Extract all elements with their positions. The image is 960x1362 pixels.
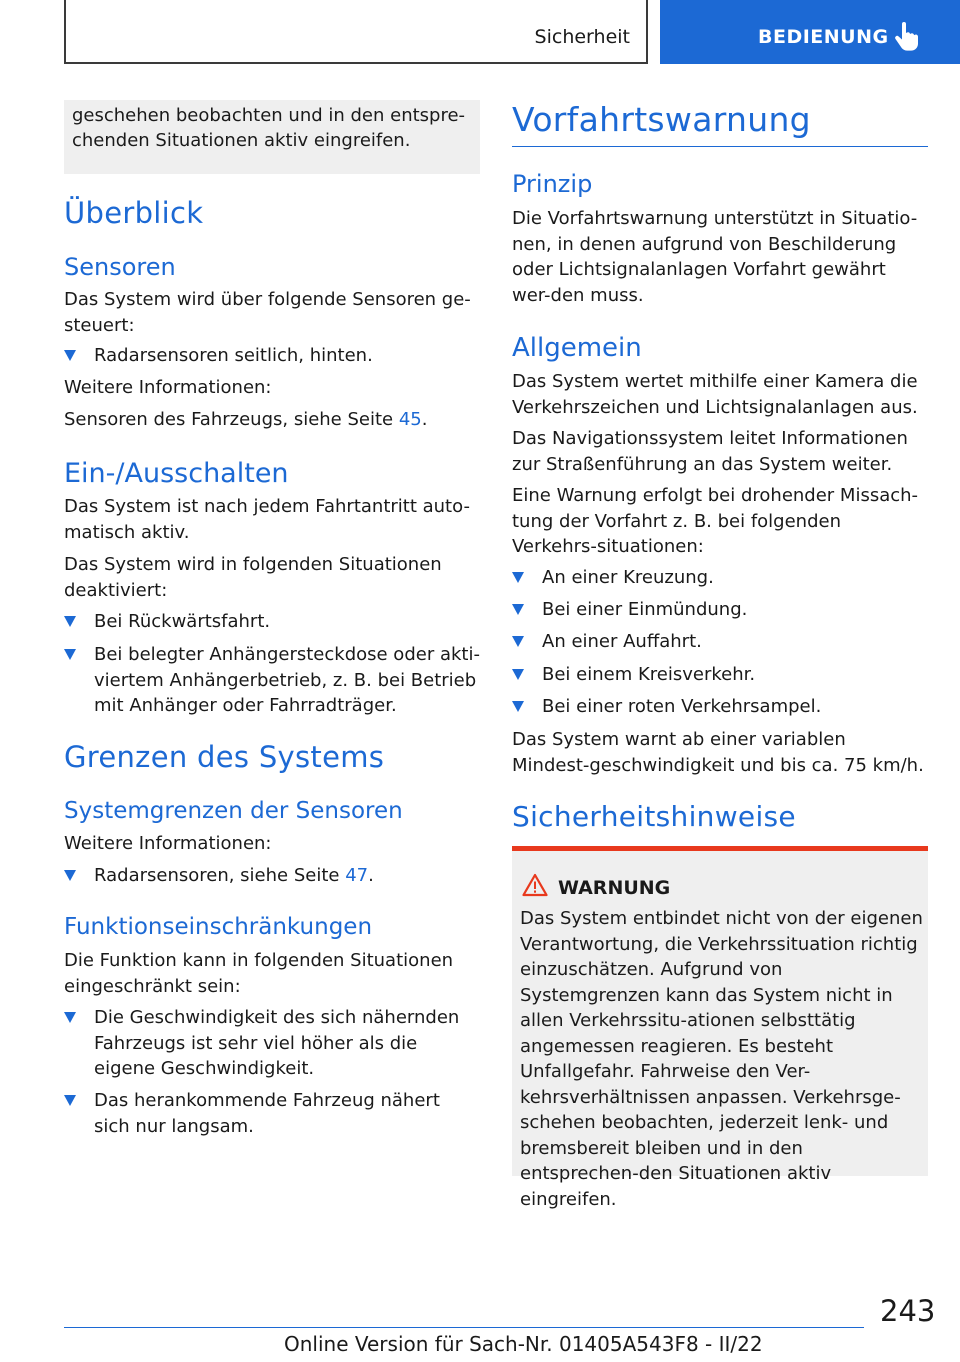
footer-divider [64,1327,864,1328]
bullet-triangle-icon [512,636,524,647]
list-item-text: Bei belegter Anhängersteckdose oder akti-viertem Anhängerbetrieb, z. B. bei Betrieb mit Anhänger oder Fahrradträger. [94,644,480,716]
heading-vorfahrtswarnung: Vorfahrtswarnung [512,100,811,139]
bullet-triangle-icon [512,572,524,583]
heading-grenzen: Grenzen des Systems [64,740,385,774]
warning-box [512,846,928,1210]
reference-end: . [421,409,428,430]
bullet-triangle-icon [512,604,524,615]
bullet-triangle-icon [512,669,524,680]
list-item-end: . [368,865,374,886]
weitere-informationen-text: Weitere Informationen: [64,833,272,854]
list-item-text: Das herankommende Fahrzeug nähert sich nur langsam. [94,1090,440,1137]
list-item [64,343,480,369]
allgemein-text-4: Das System warnt ab einer variablen Mindest-geschwindigkeit und bis ca. 75 km/h. [512,729,924,776]
header-chapter-box[interactable] [660,0,960,64]
heading-systemgrenzen: Systemgrenzen der Sensoren [64,798,403,824]
header-section-title: Sicherheit [534,26,630,48]
bullet-triangle-icon [64,616,76,627]
heading-funktionseinschraenkungen: Funktionseinschränkungen [64,914,373,940]
page-link-47[interactable]: 47 [345,865,369,886]
page-link-45[interactable]: 45 [398,409,422,430]
list-item [64,1005,480,1082]
list-item [64,863,480,889]
sensoren-text: Das System wird über folgende Sensoren ge-steuert: [64,289,471,336]
list-item-text: Bei Rückwärtsfahrt. [94,611,271,632]
allgemein-text-3: Eine Warnung erfolgt bei drohender Missach-tung der Vorfahrt z. B. bei folgenden Verkehrs-situationen: [512,485,919,557]
list-item-text: An einer Kreuzung. [542,567,714,588]
bullet-triangle-icon [64,870,76,881]
page-number: 243 [880,1294,936,1328]
prinzip-text: Die Vorfahrtswarnung unterstützt in Situatio-nen, in denen aufgrund von Beschilderung oder Lichtsignalanlagen Vorfahrt gewährt wer-den muss. [512,208,918,306]
continued-note-box [64,100,480,174]
header-chapter-title[interactable]: BEDIENUNG [758,26,889,48]
list-item-text: Bei einer Einmündung. [542,599,748,620]
continued-note-text: geschehen beobachten und in den entspre-chenden Situationen aktiv eingreifen. [72,105,466,151]
bullet-triangle-icon [64,1012,76,1023]
heading-underline [512,146,928,147]
list-item [512,694,928,720]
list-item [64,1088,480,1139]
list-item-text: Radarsensoren seitlich, hinten. [94,345,373,366]
heading-ueberblick: Überblick [64,196,204,230]
allgemein-text-1: Das System wertet mithilfe einer Kamera die Verkehrszeichen und Lichtsignalanlagen aus. [512,371,918,418]
warning-triangle-icon [522,873,548,897]
warning-title: WARNUNG [558,877,671,899]
warning-text: Das System entbindet nicht von der eigenen Verantwortung, die Verkehrssituation richtig einzuschätzen. Aufgrund von Systemgrenzen kann das System nicht in allen Verkehrssitu-ationen selbsttätig angemessen reagieren. Es besteht Unfallgefahr. Fahrweise den Ver-kehrsverhältnissen anpassen. Verkehrsge-schehen beobachten, jederzeit lenk- und bremsbereit bleiben und in den entsprechen-den Situationen aktiv eingreifen. [520,908,923,1210]
ein-aus-text-2: Das System wird in folgenden Situationen deaktiviert: [64,554,442,601]
footer-text: Online Version für Sach-Nr. 01405A543F8 - II/22 [284,1332,763,1356]
list-item [512,597,928,623]
sensoren-reference [64,407,480,433]
bullet-triangle-icon [512,701,524,712]
hand-pointer-icon [894,22,920,52]
allgemein-text-2: Das Navigationssystem leitet Informationen zur Straßenführung an das System weiter. [512,428,908,475]
list-item [64,609,480,635]
heading-sicherheitshinweise: Sicherheitshinweise [512,800,796,833]
heading-sensoren: Sensoren [64,253,176,281]
list-item-text: Radarsensoren, siehe Seite [94,865,346,886]
funktion-text: Die Funktion kann in folgenden Situationen eingeschränkt sein: [64,950,454,997]
ein-aus-text-1: Das System ist nach jedem Fahrtantritt auto-matisch aktiv. [64,496,470,543]
bullet-triangle-icon [64,350,76,361]
list-item [512,629,928,655]
reference-text: Sensoren des Fahrzeugs, siehe Seite [64,409,399,430]
list-item-text: Bei einer roten Verkehrsampel. [542,696,822,717]
heading-prinzip: Prinzip [512,170,593,198]
list-item-text: Die Geschwindigkeit des sich nähernden Fahrzeugs ist sehr viel höher als die eigene Geschwindigkeit. [94,1007,460,1079]
bullet-triangle-icon [64,1095,76,1106]
list-item [512,662,928,688]
heading-ein-ausschalten: Ein-/Ausschalten [64,458,289,489]
list-item-text: An einer Auffahrt. [542,631,702,652]
bullet-triangle-icon [64,649,76,660]
list-item-text: Bei einem Kreisverkehr. [542,664,756,685]
weitere-informationen-text: Weitere Informationen: [64,377,272,398]
header-section-box [64,0,648,64]
list-item [512,565,928,591]
list-item [64,642,480,719]
heading-allgemein: Allgemein [512,333,642,363]
